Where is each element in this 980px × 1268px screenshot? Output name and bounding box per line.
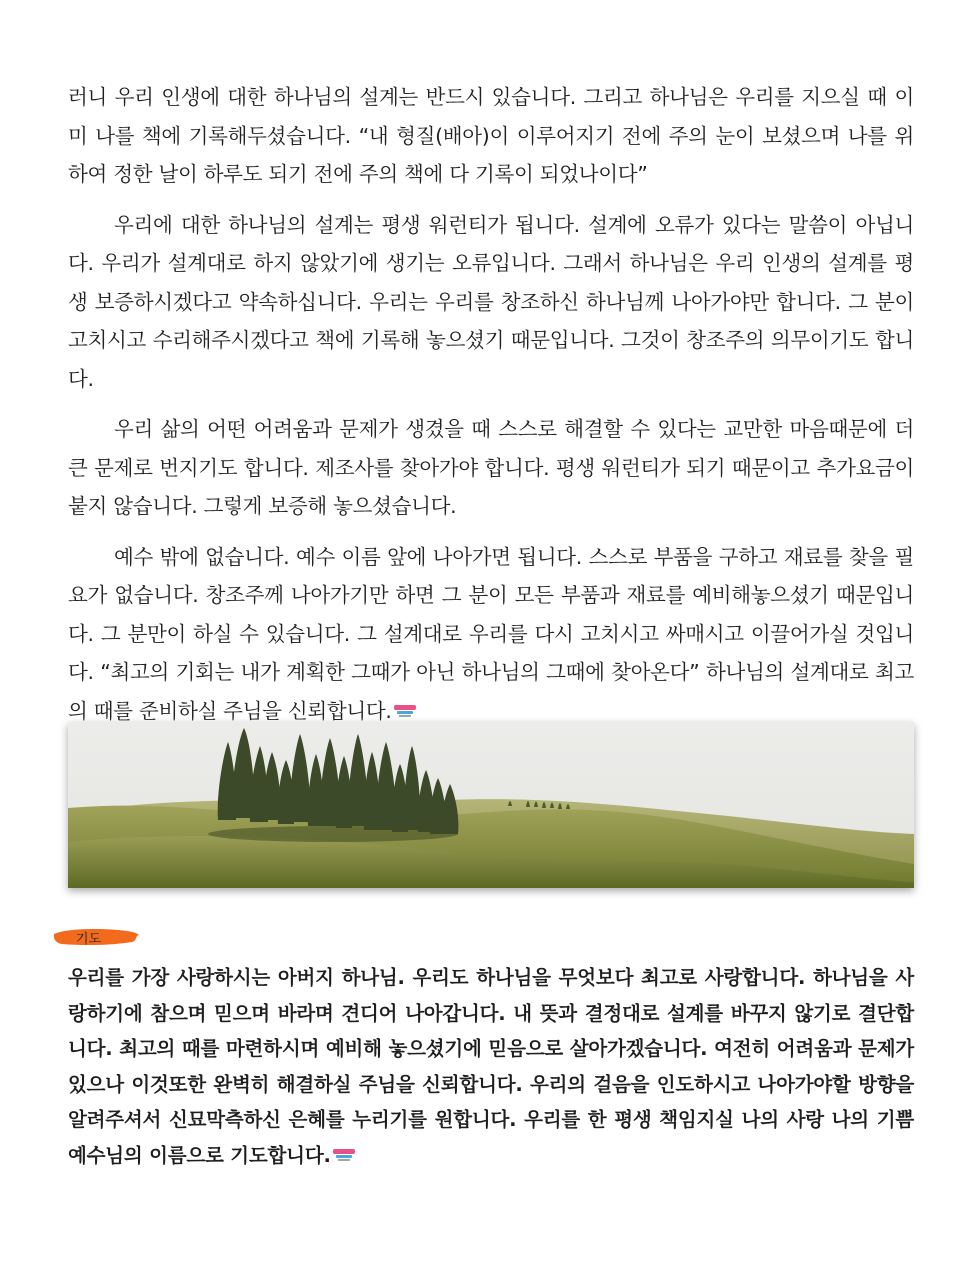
paragraph — [68, 206, 914, 399]
paragraph-text: 우리에 대한 하나님의 설계는 평생 워런티가 됩니다. 설계에 오류가 있다는 말씀이 아닙니다. 우리가 설계대로 하지 않았기에 생기는 오류입니다. 그래서 하나님은 우리 인생의 설계를 평생 보증하시겠다고 약속하십니다. 우리는 우리를 창조하신 하나님께 나아가야만 합니다. 그 분이 고치시고 수리해주시겠다고 책에 기록해 놓으셨기 때문입니다. 그것이 창조주의 의무이기도 합니다. — [68, 212, 914, 391]
prayer-tag-label: 기도 — [76, 932, 102, 947]
paragraph-text: 러니 우리 인생에 대한 하나님의 설계는 반드시 있습니다. 그리고 하나님은 우리를 지으실 때 이미 나를 책에 기록해두셨습니다. “내 형질(배아)이 이루어지기 전에 주의 눈이 보셨으며 나를 위하여 정한 날이 하루도 되기 전에 주의 책에 다 기록이 되었나이다” — [68, 85, 914, 186]
landscape-photo — [68, 722, 914, 888]
body-text — [68, 78, 914, 742]
publisher-logo-icon — [394, 705, 416, 719]
cypress-hills-image — [68, 722, 914, 888]
paragraph — [68, 410, 914, 526]
prayer-paragraph — [68, 960, 914, 1173]
prayer-text — [68, 960, 914, 1173]
paragraph-text: 우리 삶의 어떤 어려움과 문제가 생겼을 때 스스로 해결할 수 있다는 교만한 마음때문에 더 큰 문제로 번지기도 합니다. 제조사를 찾아가야 합니다. 평생 워런티가 되기 때문이고 추가요금이 붙지 않습니다. 그렇게 보증해 놓으셨습니다. — [68, 417, 914, 518]
publisher-logo-icon — [333, 1149, 355, 1163]
paragraph-text: 예수 밖에 없습니다. 예수 이름 앞에 나아가면 됩니다. 스스로 부품을 구하고 재료를 찾을 필요가 없습니다. 창조주께 나아가기만 하면 그 분이 모든 부품과 재료를 예비해놓으셨기 때문입니다. 그 분만이 하실 수 있습니다. 그 설계대로 우리를 다시 고치시고 싸매시고 이끌어가실 것입니다. “최고의 기회는 내가 계획한 그때가 아닌 하나님의 그때에 찾아온다” 하나님의 설계대로 최고의 때를 준비하실 주님을 신뢰합니다. — [68, 544, 914, 723]
prayer-paragraph-text: 우리를 가장 사랑하시는 아버지 하나님. 우리도 하나님을 무엇보다 최고로 사랑합니다. 하나님을 사랑하기에 참으며 믿으며 바라며 견디어 나아갑니다. 내 뜻과 결정대로 설계를 바꾸지 않기로 결단합니다. 최고의 때를 마련하시며 예비해 놓으셨기에 믿음으로 살아가겠습니다. 여전히 어려움과 문제가 있으나 이것또한 완벽히 해결하실 주님을 신뢰합니다. 우리의 걸음을 인도하시고 나아가야할 방향을 알려주셔서 신묘막측하신 은혜를 누리기를 원합니다. 우리를 한 평생 책임지실 나의 사랑 나의 기쁨 예수님의 이름으로 기도합니다. — [68, 966, 914, 1167]
paragraph — [68, 78, 914, 194]
paragraph — [68, 538, 914, 731]
prayer-tag — [52, 926, 140, 948]
